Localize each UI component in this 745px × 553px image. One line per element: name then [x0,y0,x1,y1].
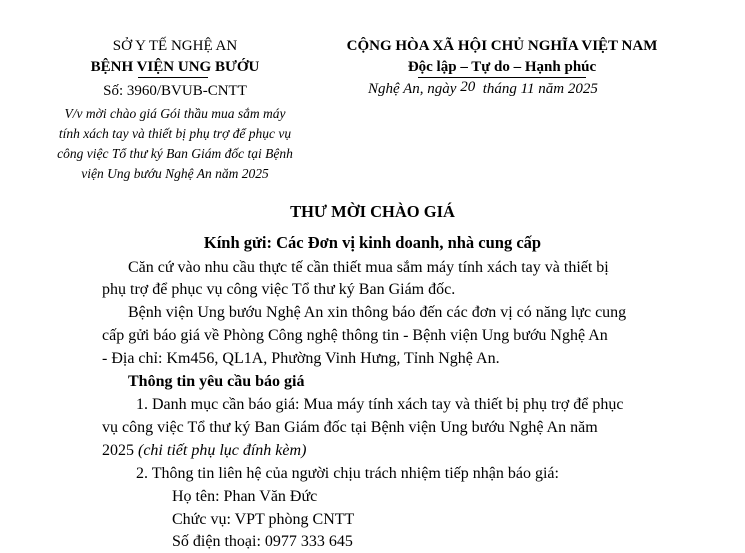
national-motto: Độc lập – Tự do – Hạnh phúc [407,59,597,75]
hospital-underline [138,77,208,78]
paragraph-1-line: phụ trợ để phục vụ công việc Tổ thư ký Ban Giám đốc. [102,281,456,298]
subject-line: tính xách tay và thiết bị phụ trợ để phục vụ [58,126,292,141]
item-1-note: (chi tiết phụ lục đính kèm) [138,442,307,459]
date-line [368,80,598,99]
item-1-year: 2025 [102,442,138,459]
section-heading: Thông tin yêu cầu báo giá [128,373,305,390]
item-1-line: 1. Danh mục cần báo giá: Mua máy tính xách tay và thiết bị phụ trợ để phục [136,396,624,413]
paragraph-1-line: Căn cứ vào nhu cầu thực tế cần thiết mua sắm máy tính xách tay và thiết bị [128,259,609,276]
date-day: 20 [460,79,476,95]
department-name: SỞ Y TẾ NGHỆ AN [112,38,238,54]
item-1-line: vụ công việc Tổ thư ký Ban Giám đốc tại Bệnh viện Ung bướu Nghệ An năm [102,419,598,436]
date-year: năm 2025 [538,81,598,97]
hospital-name: BỆNH VIỆN UNG BƯỚU [90,59,260,75]
date-prefix: Nghệ An, ngày [368,81,457,97]
contact-phone: Số điện thoại: 0977 333 645 [172,533,353,550]
motto-underline [418,77,586,78]
recipient-line: Kính gửi: Các Đơn vị kinh doanh, nhà cung cấp [203,233,542,252]
date-month-label: tháng [482,81,517,97]
subject-line: công việc Tổ thư ký Ban Giám đốc tại Bệnh [57,146,293,161]
nation-title: CỘNG HÒA XÃ HỘI CHỦ NGHĨA VIỆT NAM [346,38,658,54]
date-month: 11 [520,81,535,97]
contact-name: Họ tên: Phan Văn Đức [172,488,318,505]
subject-line: viện Ung bướu Nghệ An năm 2025 [81,166,269,181]
paragraph-2-line: cấp gửi báo giá về Phòng Công nghệ thông tin - Bệnh viện Ung bướu Nghệ An [102,327,608,344]
item-2-line: 2. Thông tin liên hệ của người chịu trách nhiệm tiếp nhận báo giá: [136,465,559,482]
paragraph-2-line: Bệnh viện Ung bướu Nghệ An xin thông báo đến các đơn vị có năng lực cung [128,304,627,321]
document-number: Số: 3960/BVUB-CNTT [103,83,247,99]
item-1-line [102,440,306,462]
paragraph-2-line: - Địa chỉ: Km456, QL1A, Phường Vinh Hưng, Tỉnh Nghệ An. [102,350,500,367]
subject-line: V/v mời chào giá Gói thầu mua sắm máy [64,106,286,121]
contact-position: Chức vụ: VPT phòng CNTT [172,511,355,528]
document-title: THƯ MỜI CHÀO GIÁ [290,202,455,221]
